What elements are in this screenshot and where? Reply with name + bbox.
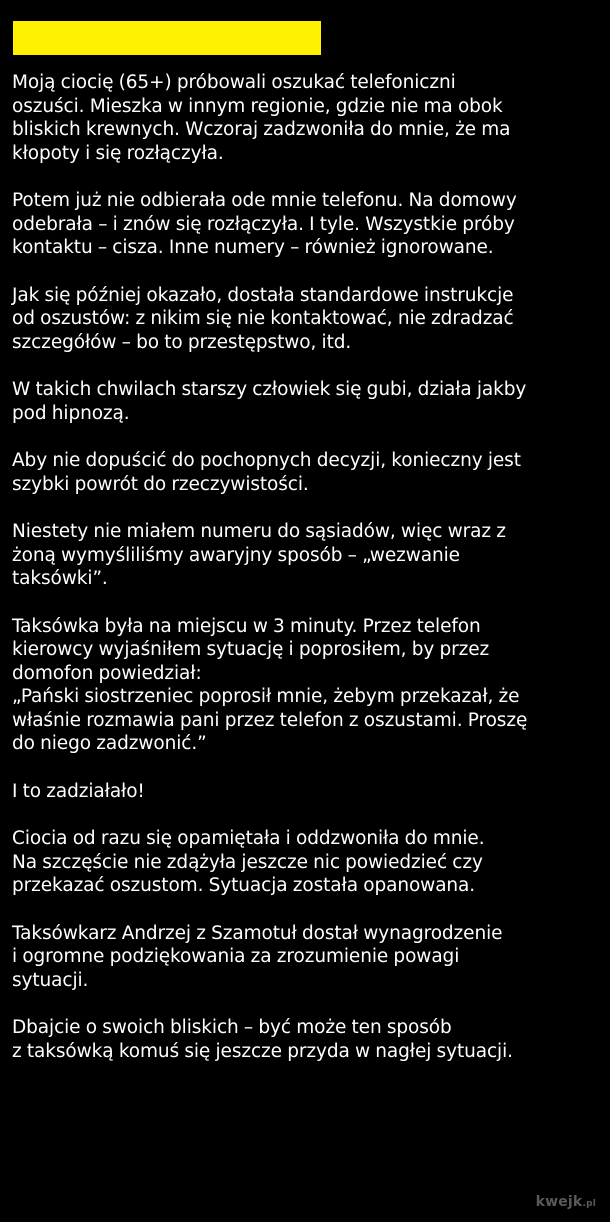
text-line: kierowcy wyjaśniłem sytuację i poprosiłem, by przez <box>12 639 490 660</box>
text-line: W takich chwilach starszy człowiek się gubi, działa jakby <box>12 379 527 400</box>
paragraph-9 <box>12 827 604 898</box>
paragraph-3 <box>12 284 604 355</box>
text-line: od oszustów: z nikim się nie kontaktować, nie zdradzać <box>12 308 514 329</box>
text-line: Potem już nie odbierała ode mnie telefonu. Na domowy <box>12 190 517 211</box>
text-line: właśnie rozmawia pani przez telefon z oszustami. Proszę <box>12 709 528 731</box>
text-line: Moją ciocię (65+) próbowali oszukać telefoniczni <box>12 72 456 93</box>
text-line: z taksówką komuś się jeszcze przyda w nagłej sytuacji. <box>12 1040 513 1062</box>
text-line: szybki powrót do rzeczywistości. <box>12 473 309 495</box>
text-line: sytuacji. <box>12 969 89 991</box>
text-line: oszuści. Mieszka w innym regionie, gdzie nie ma obok <box>12 95 503 117</box>
text-line: Taksówka była na miejscu w 3 minuty. Przez telefon <box>12 615 481 637</box>
text-line: i ogromne podziękowania za zrozumienie powagi <box>12 946 460 967</box>
text-line: bliskich krewnych. Wczoraj zadzwoniła do mnie, że ma <box>12 119 511 140</box>
text-line: domofon powiedział: <box>12 662 202 684</box>
paragraph-4 <box>12 378 604 425</box>
watermark-suffix: .pl <box>582 1199 596 1209</box>
redaction-bar <box>13 21 321 55</box>
paragraph-8 <box>12 780 604 804</box>
text-line: Ciocia od razu się opamiętała i oddzwoniła do mnie. <box>12 828 485 849</box>
paragraph-5 <box>12 449 604 496</box>
text-line: do niego zadzwonić.” <box>12 733 207 754</box>
text-line: „Pański siostrzeniec poprosił mnie, żebym przekazał, że <box>12 686 520 707</box>
text-line: kłopoty i się rozłączyła. <box>12 142 224 164</box>
paragraph-2 <box>12 189 604 260</box>
text-line: Aby nie dopuścić do pochopnych decyzji, konieczny jest <box>12 450 521 471</box>
text-line: taksówki”. <box>12 568 108 589</box>
paragraph-1 <box>12 71 604 165</box>
text-line: Na szczęście nie zdążyła jeszcze nic powiedzieć czy <box>12 851 483 873</box>
text-line: przekazać oszustom. Sytuacja została opanowana. <box>12 875 476 896</box>
text-line: odebrała – i znów się rozłączyła. I tyle. Wszystkie próby <box>12 213 515 235</box>
text-line: żoną wymyśliliśmy awaryjny sposób – „wezwanie <box>12 544 460 566</box>
paragraph-10 <box>12 922 604 993</box>
paragraph-11 <box>12 1016 604 1063</box>
story-text <box>12 71 604 1087</box>
watermark-text: kwejk <box>535 1194 583 1210</box>
text-line: pod hipnozą. <box>12 402 130 424</box>
paragraph-7 <box>12 615 604 756</box>
text-line: I to zadziałało! <box>12 780 145 802</box>
paragraph-6 <box>12 520 604 591</box>
text-line: kontaktu – cisza. Inne numery – również ignorowane. <box>12 237 494 258</box>
text-line: szczegółów – bo to przestępstwo, itd. <box>12 331 352 353</box>
text-line: Jak się później okazało, dostała standardowe instrukcje <box>12 284 514 306</box>
text-line: Taksówkarz Andrzej z Szamotuł dostał wynagrodzenie <box>12 922 503 944</box>
text-line: Niestety nie miałem numeru do sąsiadów, więc wraz z <box>12 521 506 542</box>
kwejk-watermark <box>536 1194 596 1210</box>
text-line: Dbajcie o swoich bliskich – być może ten sposób <box>12 1017 452 1038</box>
